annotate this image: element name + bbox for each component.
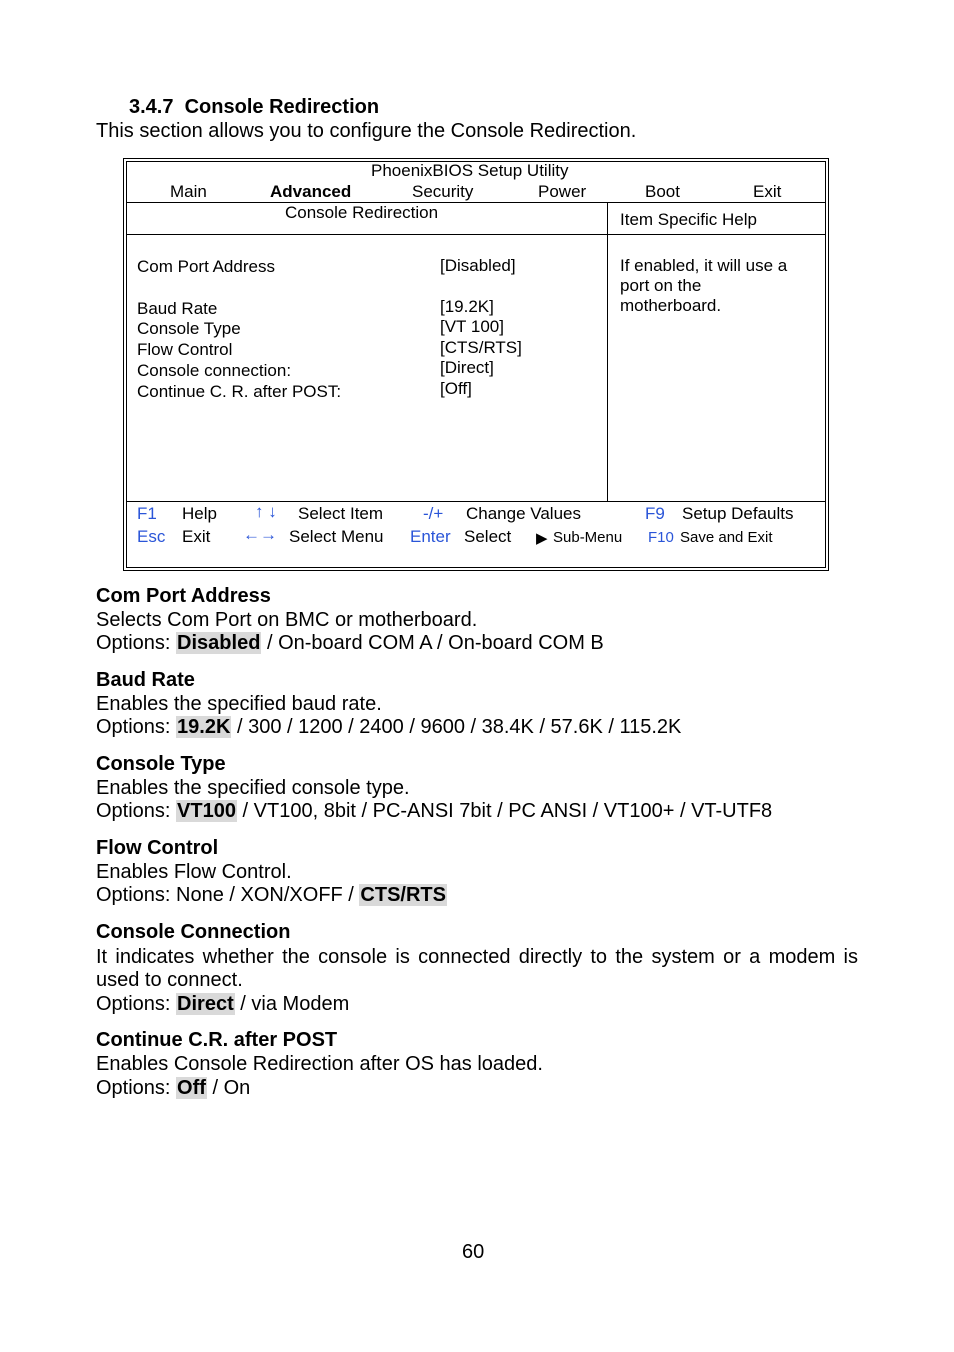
setting-value[interactable]: [Direct] <box>440 358 494 377</box>
option-list: Options: 19.2K / 300 / 1200 / 2400 / 9600 / 38.4K / 57.6K / 115.2K <box>96 716 682 738</box>
key-f1-label: Help <box>182 504 217 523</box>
setting-label: Console connection: <box>137 361 292 380</box>
key-f9: F9 <box>645 504 665 523</box>
option-heading: Baud Rate <box>96 669 195 691</box>
help-line: If enabled, it will use a <box>620 256 788 275</box>
setting-value[interactable]: [CTS/RTS] <box>440 338 522 357</box>
default-option: Disabled <box>177 632 261 654</box>
setting-label: Continue C. R. after POST: <box>137 382 342 401</box>
select-label: Select <box>464 527 512 546</box>
option-heading: Continue C.R. after POST <box>96 1029 338 1051</box>
setting-value[interactable]: [Off] <box>440 379 472 398</box>
key-esc-label: Exit <box>182 527 211 546</box>
setting-value[interactable]: [VT 100] <box>440 317 504 336</box>
panel-title: Console Redirection <box>285 203 439 222</box>
arrows-left-right-icon: ←→ <box>243 525 277 544</box>
option-description: Enables Flow Control. <box>96 861 292 883</box>
bios-title-divider <box>126 234 826 235</box>
bios-menu-divider <box>126 202 826 203</box>
option-list: Options: Direct / via Modem <box>96 993 350 1015</box>
setting-label: Flow Control <box>137 340 233 359</box>
key-f10: F10 <box>648 529 674 546</box>
menu-advanced[interactable]: Advanced <box>270 182 352 201</box>
option-heading: Console Connection <box>96 921 291 943</box>
menu-exit[interactable]: Exit <box>753 182 782 201</box>
setting-value[interactable]: [19.2K] <box>440 297 494 316</box>
default-option: Direct <box>177 993 234 1015</box>
page-number: 60 <box>462 1241 485 1263</box>
option-description: It indicates whether the console is connected directly to the system or a modem is <box>96 946 858 968</box>
key-enter: Enter <box>410 527 451 546</box>
help-line: motherboard. <box>620 296 722 315</box>
key-plus-minus: -/+ <box>423 504 444 523</box>
key-f1: F1 <box>137 504 157 523</box>
option-list: Options: VT100 / VT100, 8bit / PC-ANSI 7bit / PC ANSI / VT100+ / VT-UTF8 <box>96 800 773 822</box>
menu-security[interactable]: Security <box>412 182 474 201</box>
change-values-label: Change Values <box>466 504 581 523</box>
save-exit-label: Save and Exit <box>680 529 773 546</box>
arrows-up-down-icon: ↑ ↓ <box>255 502 277 521</box>
menu-main[interactable]: Main <box>170 182 207 201</box>
bios-help-divider <box>607 203 608 502</box>
intro-text: This section allows you to configure the Console Redirection. <box>96 120 637 142</box>
setting-value[interactable]: [Disabled] <box>440 256 516 275</box>
section-title: Console Redirection <box>184 96 380 118</box>
bios-utility-title: PhoenixBIOS Setup Utility <box>371 161 569 180</box>
option-description: Enables the specified baud rate. <box>96 693 382 715</box>
option-description: Selects Com Port on BMC or motherboard. <box>96 609 478 631</box>
setting-label: Console Type <box>137 319 241 338</box>
menu-power[interactable]: Power <box>538 182 587 201</box>
default-option: VT100 <box>177 800 236 822</box>
option-description-cont: used to connect. <box>96 969 243 991</box>
select-item-label: Select Item <box>298 504 384 523</box>
setting-label: Com Port Address <box>137 257 275 276</box>
option-description: Enables the specified console type. <box>96 777 410 799</box>
default-option: Off <box>177 1077 206 1099</box>
option-heading: Flow Control <box>96 837 219 859</box>
submenu-arrow-icon: ▶ <box>536 530 548 547</box>
option-list: Options: Off / On <box>96 1077 251 1099</box>
setup-defaults-label: Setup Defaults <box>682 504 794 523</box>
section-number: 3.4.7 <box>129 96 174 118</box>
option-heading: Console Type <box>96 753 226 775</box>
section-heading <box>129 96 379 119</box>
default-option: 19.2K <box>177 716 231 738</box>
select-menu-label: Select Menu <box>289 527 384 546</box>
submenu-label: Sub-Menu <box>553 529 623 546</box>
setting-label: Baud Rate <box>137 299 218 318</box>
option-list: Options: None / XON/XOFF / CTS/RTS <box>96 884 446 906</box>
bios-footer-divider <box>126 501 826 502</box>
default-option: CTS/RTS <box>360 884 446 906</box>
help-line: port on the <box>620 276 702 295</box>
option-list: Options: Disabled / On-board COM A / On-board COM B <box>96 632 604 654</box>
key-esc: Esc <box>137 527 166 546</box>
option-description: Enables Console Redirection after OS has loaded. <box>96 1053 543 1075</box>
menu-boot[interactable]: Boot <box>645 182 680 201</box>
option-heading: Com Port Address <box>96 585 271 607</box>
help-title: Item Specific Help <box>620 210 757 229</box>
